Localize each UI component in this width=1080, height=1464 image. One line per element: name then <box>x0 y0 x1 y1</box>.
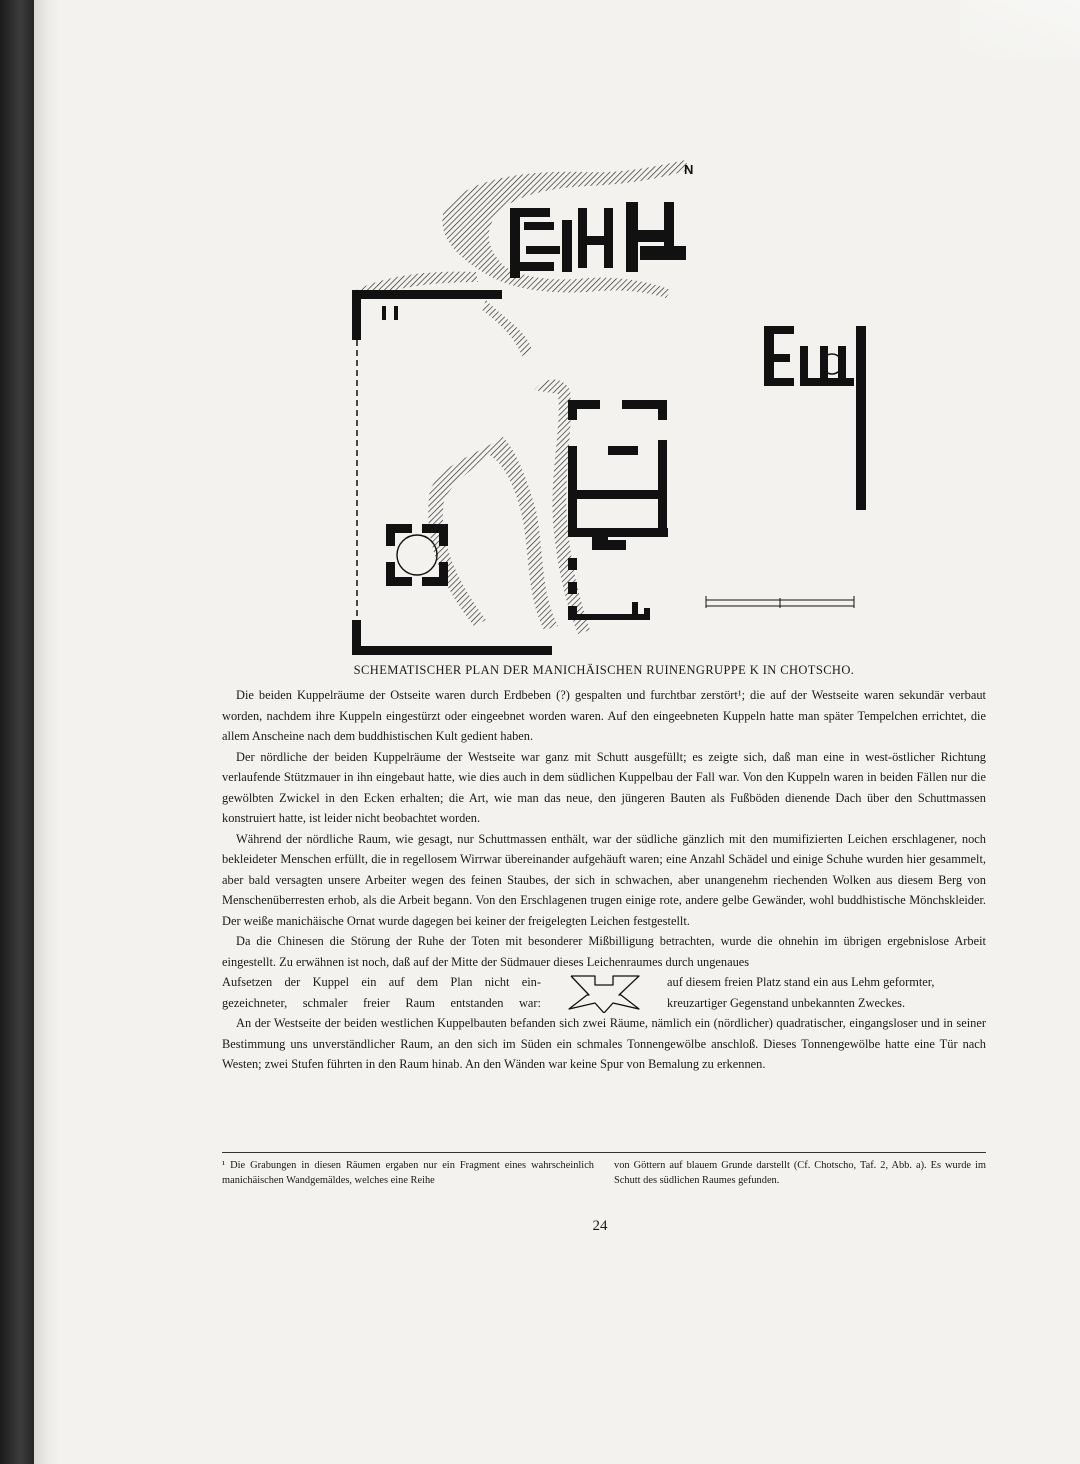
footnote-right: von Göttern auf blauem Grunde darstellt (Cf. Chotscho, Taf. 2, Abb. a). Es wurde im Schutt des südlichen Raumes gefunden. <box>614 1160 986 1186</box>
central-building <box>568 400 668 620</box>
inline-line: gezeichneter, schmaler freier Raum entstanden war: <box>222 995 541 1010</box>
footnote-left: ¹ Die Grabungen in diesen Räumen ergaben nur ein Fragment eines wahrscheinlich manichäischen Wandgemäldes, welches eine Reihe <box>222 1160 594 1186</box>
ruin-plan-figure <box>326 150 886 660</box>
northeast-building-complex <box>510 202 686 278</box>
book-spine <box>0 0 34 1464</box>
body-text <box>222 685 986 1075</box>
cross-object-sketch <box>549 973 659 1013</box>
inline-line: auf diesem freien Platz stand ein aus Lehm geformter, <box>667 975 935 989</box>
southwest-dome-circle <box>397 535 437 575</box>
inline-line: kreuzartiger Gegenstand unbekannten Zweckes. <box>667 995 906 1010</box>
debris-hatching-mid <box>482 300 532 356</box>
figure-caption: SCHEMATISCHER PLAN DER MANICHÄISCHEN RUINENGRUPPE K IN CHOTSCHO. <box>353 663 855 677</box>
footnote-rule <box>222 1152 986 1153</box>
paragraph: Der nördliche der beiden Kuppelräume der Westseite war ganz mit Schutt ausgefüllt; es zeigte sich, daß man eine in west-östlicher Richtung verlaufende Stützmauer in ihn eingebaut hatte, wie dies auch in dem südlichen Kuppelbau der Fall war. Von den Kuppeln waren in beiden Fällen nur die gewölbten Zwickel in den Ecken erhalten; die Art, wie man das neue, den jüngeren Bauten als Fußböden dienende Dach über den Schuttmassen konstruiert hatte, ist leider nicht beobachtet worden. <box>222 749 986 825</box>
scale-bar <box>706 596 854 608</box>
footnote <box>222 1158 986 1188</box>
north-label: N <box>684 162 694 177</box>
east-room <box>764 326 866 510</box>
paragraph: An der Westseite der beiden westlichen Kuppelbauten befanden sich zwei Räume, nämlich ein (nördlicher) quadratischer, eingangsloser und in seiner Bestimmung uns unverständlicher Raum, an den sich im Süden ein schmales Tonnengewölbe anschloß. Dieses Tonnengewölbe hatte eine Tür nach Westen; zwei Stufen führten in den Raum hinab. An den Wänden war keine Spur von Bemalung zu erkennen. <box>222 1016 986 1071</box>
page-gutter <box>34 0 60 1464</box>
page-number: 24 <box>592 1218 608 1234</box>
inline-figure-row <box>222 972 986 1013</box>
paragraph: Da die Chinesen die Störung der Ruhe der Toten mit besonderer Mißbilligung betrachten, wurde die ohnehin im übrigen ergebnislose Arbeit eingestellt. Zu erwähnen ist noch, daß auf der Mitte der Südmauer dieses Leichenraumes durch ungenaues <box>222 934 986 969</box>
inline-line: Aufsetzen der Kuppel ein auf dem Plan nicht ein- <box>222 975 541 989</box>
page-corner <box>960 0 1080 60</box>
paragraph: Die beiden Kuppelräume der Ostseite waren durch Erdbeben (?) gespalten und furchtbar zerstört¹; die auf der Westseite waren sekundär verbaut worden, nachdem ihre Kuppeln eingestürzt oder eingeebnet worden waren. Auf den eingeebneten Kuppeln hatte man später Tempelchen errichtet, die allem Anscheine nach dem buddhistischen Kult gedient haben. <box>222 688 986 743</box>
paragraph: Während der nördliche Raum, wie gesagt, nur Schuttmassen enthält, war der südliche gänzlich mit den mumifizierten Leichen erschlagener, noch bekleideter Menschen erfüllt, die in regellosem Wirrwar übereinander aufgehäuft waren; eine Anzahl Schädel und einige Schuhe wurden hier gesammelt, aber bald versagten unsere Arbeiter wegen des feinen Staubes, der sich in schwachen, aber unangenehm riechenden Wolken aus diesem Berg von Menschenüberresten erhob, als die Arbeit begann. Von den Erschlagenen trugen einige rote, andere gelbe Gewänder, wohl buddhistische Mönchskleider. Der weiße manichäische Ornat wurde dagegen bei keiner der freigelegten Leichen festgestellt. <box>222 831 986 928</box>
inline-text-right <box>667 972 986 1013</box>
inline-text-left <box>222 972 541 1013</box>
